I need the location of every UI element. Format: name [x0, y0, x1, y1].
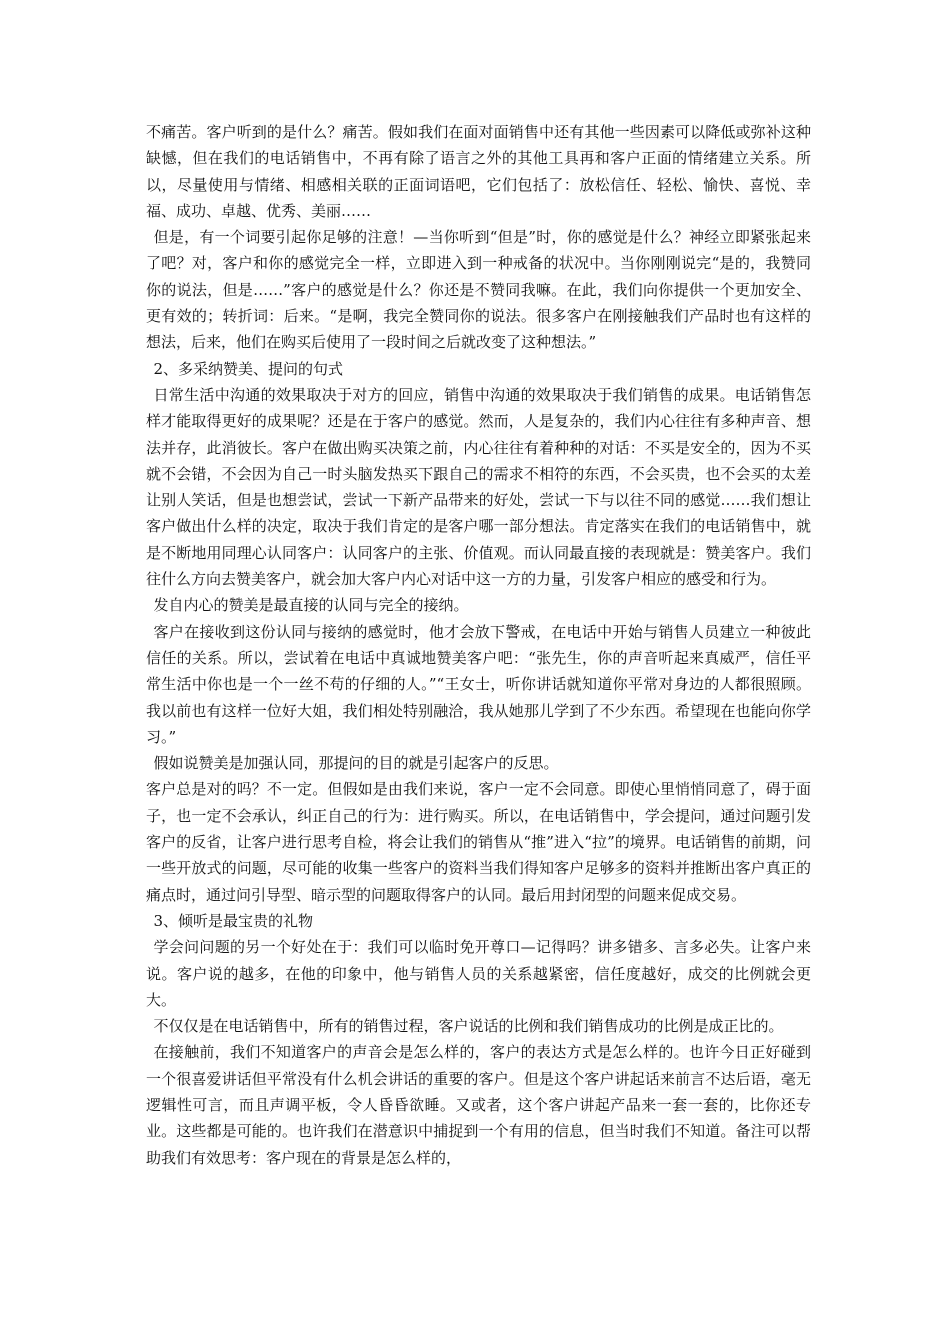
paragraph-1: 不痛苦。客户听到的是什么？痛苦。假如我们在面对面销售中还有其他一些因素可以降低或弥补这种缺憾，但在我们的电话销售中，不再有除了语言之外的其他工具再和客户正面的情绪建立关系。所以，尽量使用与情绪、相感相关联的正面词语吧，它们包括了：放松信任、轻松、愉快、喜悦、幸福、成功、卓越、优秀、美丽……	[146, 123, 811, 220]
section-heading-2: 2、多采纳赞美、提问的句式	[153, 359, 344, 378]
paragraph-5: 客户在接收到这份认同与接纳的感觉时，他才会放下警戒，在电话中开始与销售人员建立一种彼此信任的关系。所以，尝试着在电话中真诚地赞美客户吧：“张先生，你的声音听起来真威严，信任平常生活中你也是一个一丝不苟的仔细的人。”“王女士，听你讲话就知道你平常对身边的人都很照顾。我以前也有这样一位好大姐，我们相处特别融洽，我从她那儿学到了不少东西。希望现在也能向你学习。”	[146, 622, 811, 746]
paragraph-3: 日常生活中沟通的效果取决于对方的回应，销售中沟通的效果取决于我们销售的成果。电话销售怎样才能取得更好的成果呢？还是在于客户的感觉。然而，人是复杂的，我们内心往往有多种声音、想法并存，此消彼长。客户在做出购买决策之前，内心往往有着种种的对话：不买是安全的，因为不买就不会错，不会因为自己一时头脑发热买下跟自己的需求不相符的东西，不会买贵，也不会买的太差让别人笑话，但是也想尝试，尝试一下新产品带来的好处，尝试一下与以往不同的感觉……我们想让客户做出什么样的决定，取决于我们肯定的是客户哪一部分想法。肯定落实在我们的电话销售中，就是不断地用同理心认同客户：认同客户的主张、价值观。而认同最直接的表现就是：赞美客户。我们往什么方向去赞美客户，就会加大客户内心对话中这一方的力量，引发客户相应的感受和行为。	[146, 385, 811, 589]
section-heading-3: 3、倾听是最宝贵的礼物	[153, 911, 314, 930]
paragraph-6: 假如说赞美是加强认同，那提问的目的就是引起客户的反思。	[153, 754, 559, 773]
paragraph-7: 客户总是对的吗？不一定。但假如是由我们来说，客户一定不会同意。即使心里悄悄同意了，碍于面子，也一定不会承认，纠正自己的行为：进行购买。所以，在电话销售中，学会提问，通过问题引发客户的反省，让客户进行思考自检，将会让我们的销售从“推”进入“拉”的境界。电话销售的前期，问一些开放式的问题，尽可能的收集一些客户的资料当我们得知客户足够多的资料并推断出客户真正的痛点时，通过问引导型、暗示型的问题取得客户的认同。最后用封闭型的问题来促成交易。	[146, 780, 811, 904]
paragraph-4: 发自内心的赞美是最直接的认同与完全的接纳。	[153, 596, 469, 615]
paragraph-9: 不仅仅是在电话销售中，所有的销售过程，客户说话的比例和我们销售成功的比例是成正比的。	[153, 1017, 784, 1036]
document-body	[146, 119, 811, 1171]
paragraph-8: 学会问问题的另一个好处在于：我们可以临时免开尊口—记得吗？讲多错多、言多必失。让客户来说。客户说的越多，在他的印象中，他与销售人员的关系越紧密，信任度越好，成交的比例就会更大。	[146, 938, 811, 1009]
paragraph-2: 但是，有一个词要引起你足够的注意！—当你听到“但是”时，你的感觉是什么？神经立即紧张起来了吧？对，客户和你的感觉完全一样，立即进入到一种戒备的状况中。当你刚刚说完“是的，我赞同你的说法，但是……”客户的感觉是什么？你还是不赞同我嘛。在此，我们向你提供一个更加安全、更有效的；转折词：后来。“是啊，我完全赞同你的说法。很多客户在刚接触我们产品时也有这样的想法，后来，他们在购买后使用了一段时间之后就改变了这种想法。”	[146, 228, 811, 352]
paragraph-10: 在接触前，我们不知道客户的声音会是怎么样的，客户的表达方式是怎么样的。也许今日正好碰到一个很喜爱讲话但平常没有什么机会讲话的重要的客户。但是这个客户讲起话来前言不达后语，毫无逻辑性可言，而且声调平板，令人昏昏欲睡。又或者，这个客户讲起产品来一套一套的，比你还专业。这些都是可能的。也许我们在潜意识中捕捉到一个有用的信息，但当时我们不知道。备注可以帮助我们有效思考：客户现在的背景是怎么样的，	[146, 1043, 811, 1167]
